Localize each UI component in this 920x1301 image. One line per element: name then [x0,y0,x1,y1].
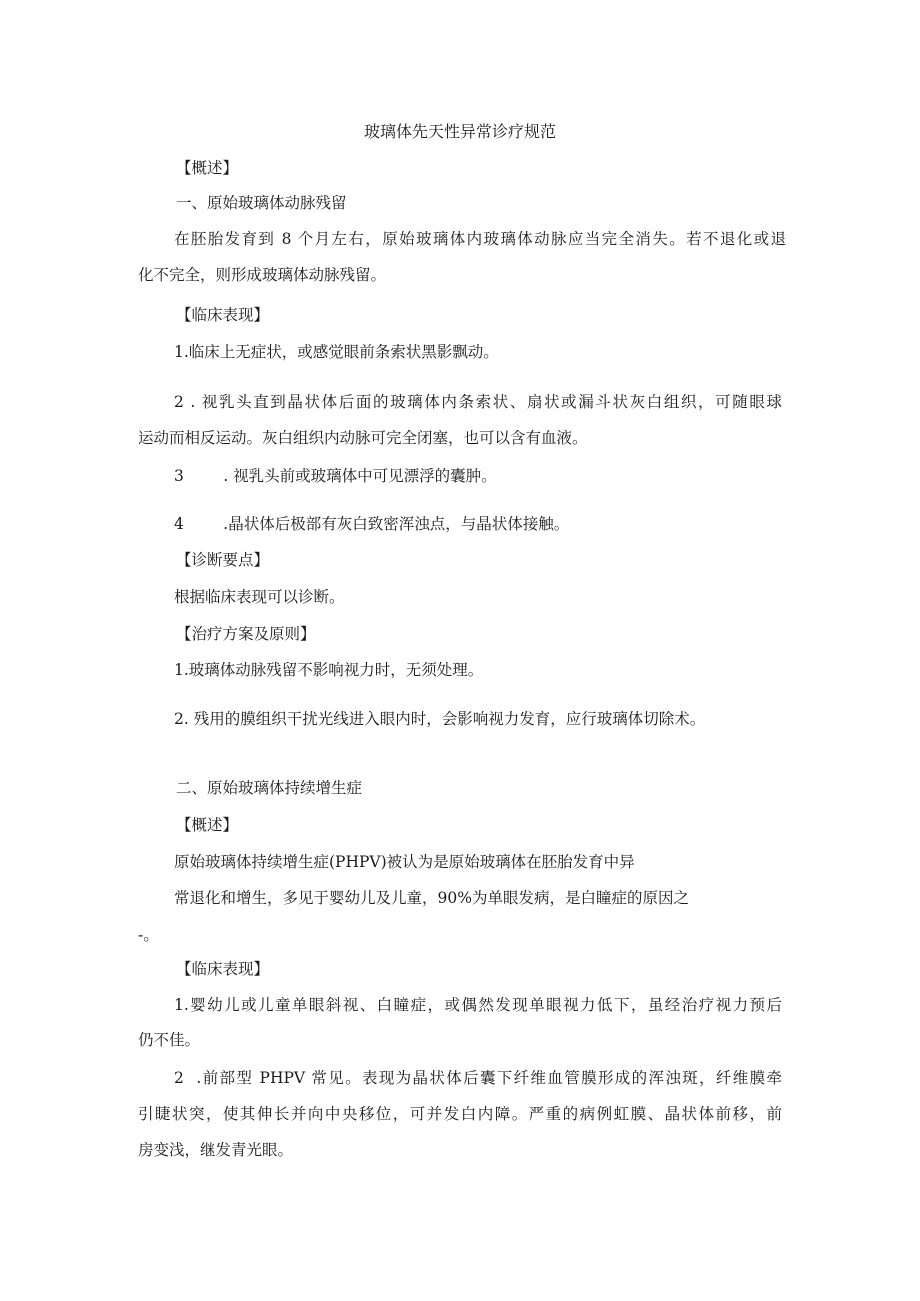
paragraph-line: 化不完全，则形成玻璃体动脉残留。 [138,266,387,284]
section-heading-clinical: 【临床表现】 [176,306,270,324]
list-item: 3 . 视乳头前或玻璃体中可见漂浮的囊肿。 [174,467,497,485]
list-item: 4 .晶状体后极部有灰白致密浑浊点，与晶状体接触。 [174,515,570,533]
list-item: 2. 残用的膜组织干扰光线进入眼内时，会影响视力发育，应行玻璃体切除术。 [174,710,706,728]
section-heading-overview: 【概述】 [176,816,239,834]
section-heading-treatment: 【治疗方案及原则】 [176,625,316,643]
paragraph-line: -。 [138,926,159,944]
paragraph-line: 根据临床表现可以诊断。 [174,588,345,606]
list-item-continued: 仍不佳。 [138,1031,201,1049]
list-item-continued: 房变浅，继发青光眼。 [138,1141,294,1159]
section-heading-clinical: 【临床表现】 [176,960,270,978]
list-item-continued: 引睫状突，使其伸长并向中央移位，可并发白内障。严重的病例虹膜、晶状体前移，前 [138,1105,782,1123]
document-title: 玻璃体先天性异常诊疗规范 [363,122,556,141]
paragraph-line: 在胚胎发育到 8 个月左右，原始玻璃体内玻璃体动脉应当完全消失。若不退化或退 [174,230,786,248]
list-item: 1.临床上无症状，或感觉眼前条索状黑影飘动。 [174,343,499,361]
section-title-1: 一、原始玻璃体动脉残留 [176,194,347,212]
list-item-continued: 运动而相反运动。灰白组织内动脉可完全闭塞，也可以含有血液。 [138,429,588,447]
section-title-2: 二、原始玻璃体持续增生症 [176,779,363,797]
paragraph-line: 常退化和增生，多见于婴幼儿及儿童，90%为单眼发病，是白瞳症的原因之 [174,889,689,907]
section-heading-overview: 【概述】 [176,159,239,177]
list-item: 1.婴幼儿或儿童单眼斜视、白瞳症，或偶然发现单眼视力低下，虽经治疗视力预后 [174,996,782,1014]
list-item: 2 . 视乳头直到晶状体后面的玻璃体内条索状、扇状或漏斗状灰白组织，可随眼球 [174,393,782,411]
list-item: 2 .前部型 PHPV 常见。表现为晶状体后囊下纤维血管膜形成的浑浊斑，纤维膜牵 [174,1069,782,1087]
paragraph-line: 原始玻璃体持续增生症(PHPV)被认为是原始玻璃体在胚胎发育中异 [174,853,635,871]
list-item: 1.玻璃体动脉残留不影响视力时，无须处理。 [174,661,484,679]
section-heading-diagnosis: 【诊断要点】 [176,551,270,569]
